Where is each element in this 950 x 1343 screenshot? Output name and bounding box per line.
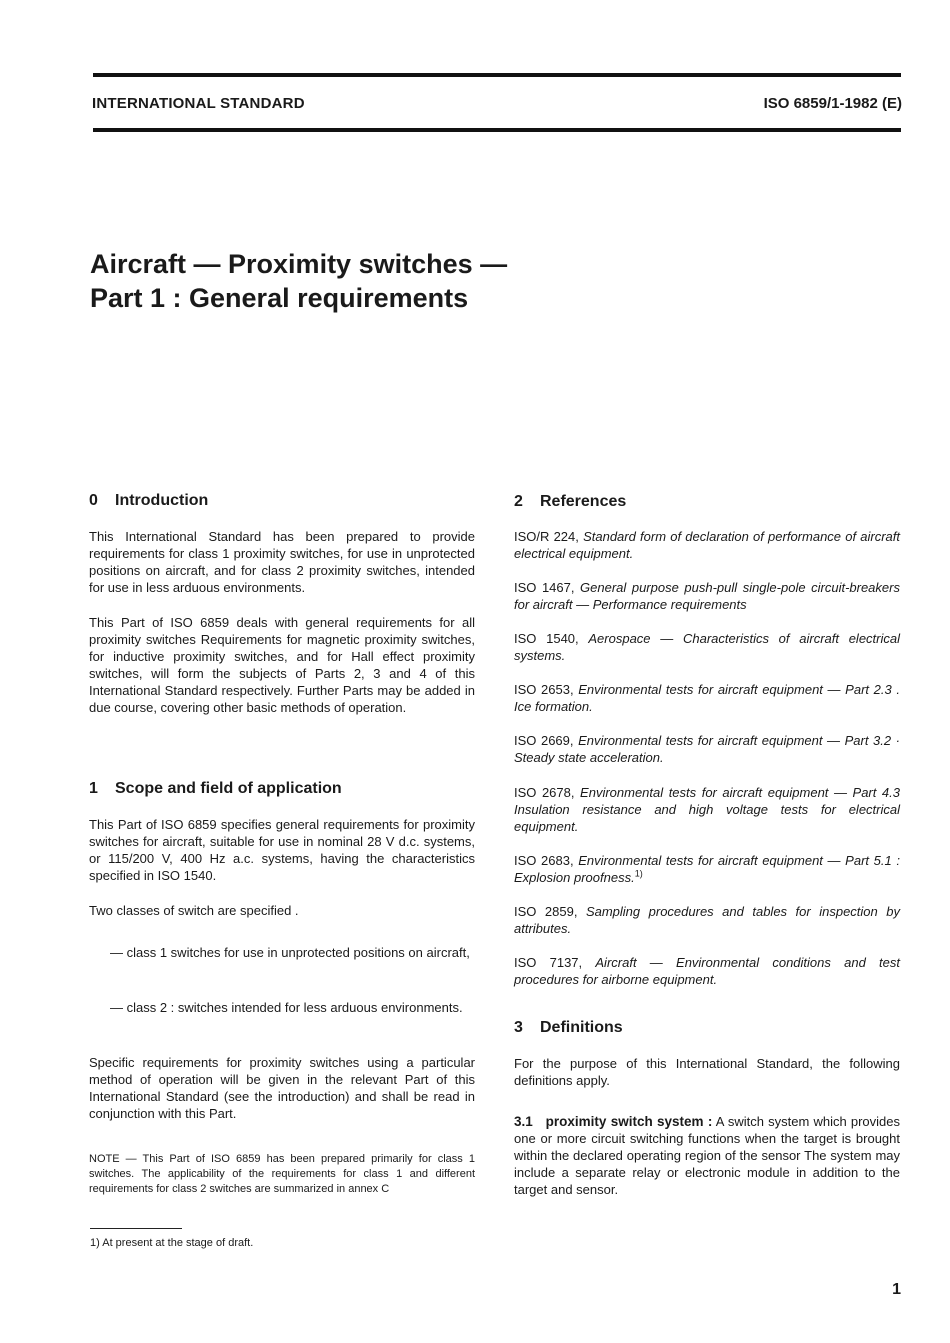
title-line-1: Aircraft — Proximity switches — (90, 249, 508, 279)
section-title: Scope and field of application (115, 780, 342, 797)
scope-heading (89, 780, 342, 797)
footnote: 1) At present at the stage of draft. (90, 1237, 254, 1249)
reference-item: ISO 2859, Sampling procedures and tables for inspection by attributes. (514, 904, 900, 936)
reference-item: ISO 7137, Aircraft — Environmental conditions and test procedures for airborne equipment. (514, 955, 900, 987)
scope-note: NOTE — This Part of ISO 6859 has been prepared primarily for class 1 switches. The applicability of the requirements for class 1 and different requirements for class 2 switches are summarized in annex C (89, 1153, 475, 1195)
section-title: References (540, 493, 627, 510)
section-number: 0 (89, 492, 98, 509)
definition-3-1: 3.1 proximity switch system : A switch system which provides one or more circuit switching functions when the target is brought within the declared operating region of the sensor The system may include a separate relay or electronic module in addition to the target and sensor. (514, 1114, 900, 1197)
class-2-item: — class 2 : switches intended for less arduous environments. (110, 1000, 463, 1015)
document-type: INTERNATIONAL STANDARD (92, 95, 305, 112)
footnote-rule (90, 1228, 182, 1229)
section-number: 2 (514, 493, 523, 510)
header-top-rule (93, 73, 901, 77)
introduction-paragraph-1: This International Standard has been prepared to provide requirements for class 1 proximity switches, for use in unprotected positions on aircraft, and for class 2 proximity switches, intended for use in less arduous environments. (89, 529, 475, 595)
reference-item: ISO 1540, Aerospace — Characteristics of aircraft electrical systems. (514, 631, 900, 663)
reference-item: ISO 1467, General purpose push-pull single-pole circuit-breakers for aircraft — Performance requirements (514, 580, 900, 612)
document-number: ISO 6859/1-1982 (E) (763, 95, 902, 112)
definitions-intro: For the purpose of this International Standard, the following definitions apply. (514, 1056, 900, 1088)
reference-item: ISO/R 224, Standard form of declaration of performance of aircraft electrical equipment. (514, 529, 900, 561)
reference-item: ISO 2678, Environmental tests for aircraft equipment — Part 4.3 Insulation resistance and high voltage tests for electrical equipment. (514, 785, 900, 834)
section-number: 3 (514, 1019, 523, 1036)
definitions-heading (514, 1019, 623, 1036)
title-line-2: Part 1 : General requirements (90, 283, 469, 313)
introduction-heading (89, 492, 208, 509)
section-title: Introduction (115, 492, 209, 509)
scope-paragraph-2: Two classes of switch are specified . (89, 903, 299, 918)
page-title (90, 247, 507, 315)
page-number: 1 (892, 1281, 901, 1298)
section-title: Definitions (540, 1019, 623, 1036)
header-bottom-rule (93, 128, 901, 132)
references-heading (514, 493, 626, 510)
footnote-marker: 1) (634, 868, 643, 879)
scope-paragraph-1: This Part of ISO 6859 specifies general requirements for proximity switches for aircraft, suitable for use in nominal 28 V d.c. systems, or 115/200 V, 400 Hz a.c. systems, having the characteristics specified in ISO 1540. (89, 817, 475, 883)
introduction-paragraph-2: This Part of ISO 6859 deals with general requirements for all proximity switches Requirements for magnetic proximity switches, for inductive proximity switches, and for Hall effect proximity switches, will form the subjects of Parts 2, 3 and 4 of this International Standard respectively. Further Parts may be added in due course, covering other basic methods of operation. (89, 615, 475, 715)
class-1-item: — class 1 switches for use in unprotected positions on aircraft, (110, 945, 470, 960)
reference-item: ISO 2683, Environmental tests for aircraft equipment — Part 5.1 : Explosion proofness.$^{1)}$ (514, 853, 900, 885)
section-number: 1 (89, 780, 98, 797)
reference-item: ISO 2669, Environmental tests for aircraft equipment — Part 3.2 · Steady state acceleration. (514, 733, 900, 765)
reference-item: ISO 2653, Environmental tests for aircraft equipment — Part 2.3 . Ice formation. (514, 682, 900, 714)
scope-paragraph-3: Specific requirements for proximity switches using a particular method of operation will be given in the relevant Part of this International Standard (see the introduction) and shall be read in conjunction with this Part. (89, 1055, 475, 1121)
